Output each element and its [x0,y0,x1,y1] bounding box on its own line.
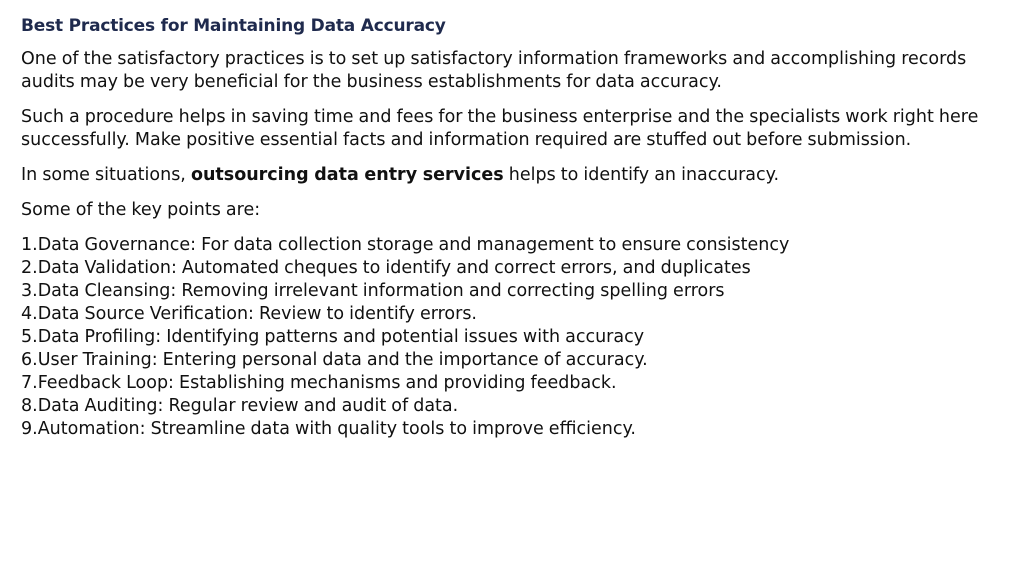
page-title: Best Practices for Maintaining Data Accuracy [21,16,446,36]
outsourcing-paragraph [21,164,1011,187]
list-item: 5.Data Profiling: Identifying patterns and potential issues with accuracy [21,327,645,347]
list-item: 9.Automation: Streamline data with quality tools to improve efficiency. [21,419,636,439]
outsourcing-text-before: In some situations, [21,165,191,185]
list-item: 6.User Training: Entering personal data and the importance of accuracy. [21,350,648,370]
list-item: 4.Data Source Verification: Review to identify errors. [21,304,477,324]
list-item: 3.Data Cleansing: Removing irrelevant information and correcting spelling errors [21,281,725,301]
list-item: 7.Feedback Loop: Establishing mechanisms and providing feedback. [21,373,617,393]
list-item: 1.Data Governance: For data collection storage and management to ensure consistency [21,235,790,255]
list-item: 8.Data Auditing: Regular review and audit of data. [21,396,459,416]
document-page [21,14,1011,441]
key-points-list [21,234,1011,441]
outsourcing-text-after: helps to identify an inaccuracy. [503,165,780,185]
list-item: 2.Data Validation: Automated cheques to identify and correct errors, and duplicates [21,258,751,278]
intro-paragraph: One of the satisfactory practices is to set up satisfactory information frameworks and accomplishing records audits may be very beneficial for the business establishments for data accuracy. [21,49,967,92]
procedure-paragraph: Such a procedure helps in saving time and fees for the business enterprise and the specialists work right here successfully. Make positive essential facts and information required are stuffed out before submission. [21,107,979,150]
outsourcing-link-text: outsourcing data entry services [190,165,504,185]
key-points-heading: Some of the key points are: [21,200,261,220]
